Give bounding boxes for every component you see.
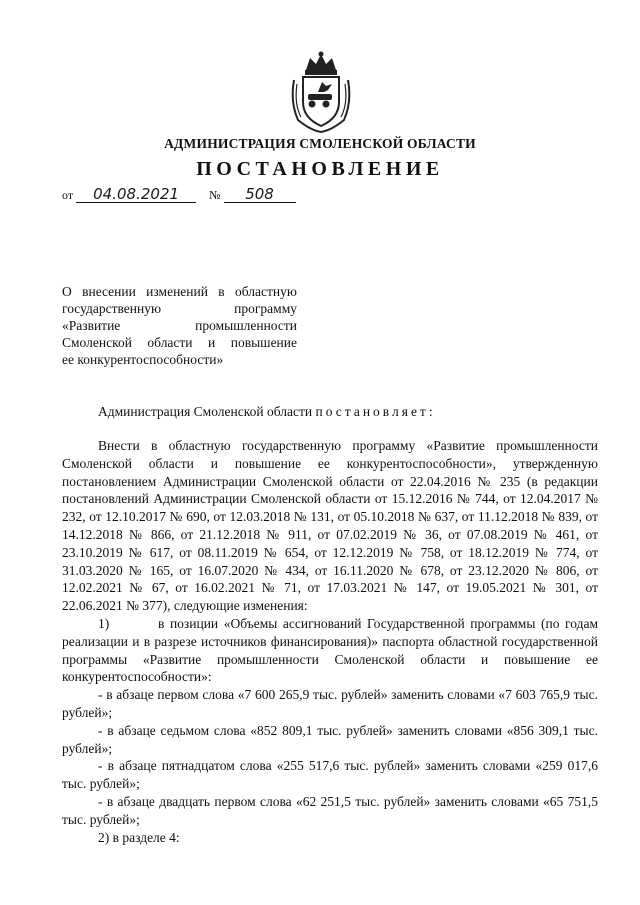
subject-line: государственную программу <box>62 301 297 316</box>
item-1-number: 1) <box>98 615 110 631</box>
body-intro: Внести в областную государственную программу «Развитие промышленности Смоленской области и повышение ее конкурентоспособности», утвержденную постановлением Администрации Смоленской области от 22.04.2016 № 235 (в редакции постановлений Администрации Смоленской области от 15.12.2016 № 744, от 12.04.2017 № 232, от 12.10.2017 № 690, от 12.03.2018 № 131, от 05.10.2018 № 637, от 11.12.2018 № 839, от 14.12.2018 № 866, от 21.12.2018 № 911, от 07.02.2019 № 36, от 07.08.2019 № 461, от 23.10.2019 № 617, от 08.11.2019 № 654, от 12.12.2019 № 758, от 18.12.2019 № 774, от 31.03.2020 № 165, от 16.07.2020 № 434, от 16.11.2020 № 678, от 23.12.2020 № 806, от 12.02.2021 № 67, от 16.02.2021 № 71, от 17.03.2021 № 147, от 19.05.2021 № 301, от 22.06.2021 № 377), следующие изменения: <box>62 438 598 614</box>
document-body <box>62 437 598 846</box>
body-item-2: 2) в разделе 4: <box>98 829 180 845</box>
date-label: от <box>62 188 74 202</box>
body-subitem: - в абзаце двадцать первом слова «62 251,5 тыс. рублей» заменить словами «65 751,5 тыс. рублей»; <box>62 793 598 827</box>
body-item-1 <box>62 615 598 686</box>
coat-of-arms-icon <box>288 50 354 134</box>
body-subitem: - в абзаце пятнадцатом слова «255 517,6 тыс. рублей» заменить словами «259 017,6 тыс. рублей»; <box>62 758 598 792</box>
subject-line: «Развитие промышленности <box>62 318 297 333</box>
subject-line: ее конкурентоспособности» <box>62 352 224 367</box>
subject-line: О внесении изменений в областную <box>62 284 297 299</box>
date-value: 04.08.2021 <box>76 186 196 203</box>
subject-line: Смоленской области и повышение <box>62 335 297 350</box>
number-label: № <box>209 188 221 202</box>
organization-name: АДМИНИСТРАЦИЯ СМОЛЕНСКОЙ ОБЛАСТИ <box>164 136 476 151</box>
decree-verb: постановляет: <box>315 404 436 419</box>
decree-line <box>98 404 436 420</box>
number-value: 508 <box>224 186 296 203</box>
document-meta <box>62 186 296 203</box>
item-1-text: в позиции «Объемы ассигнований Государственной программы (по годам реализации и в разрезе источников финансирования)» паспорта областной государственной программы «Развитие промышленности Смоленской области и повышение ее конкурентоспособности»: <box>62 615 598 685</box>
body-subitem: - в абзаце седьмом слова «852 809,1 тыс. рублей» заменить словами «856 309,1 тыс. рублей»; <box>62 722 598 756</box>
document-subject <box>62 283 297 368</box>
decree-prefix: Администрация Смоленской области <box>98 404 316 419</box>
document-type: ПОСТАНОВЛЕНИЕ <box>196 158 444 180</box>
body-subitem: - в абзаце первом слова «7 600 265,9 тыс. рублей» заменить словами «7 603 765,9 тыс. рублей»; <box>62 687 598 720</box>
